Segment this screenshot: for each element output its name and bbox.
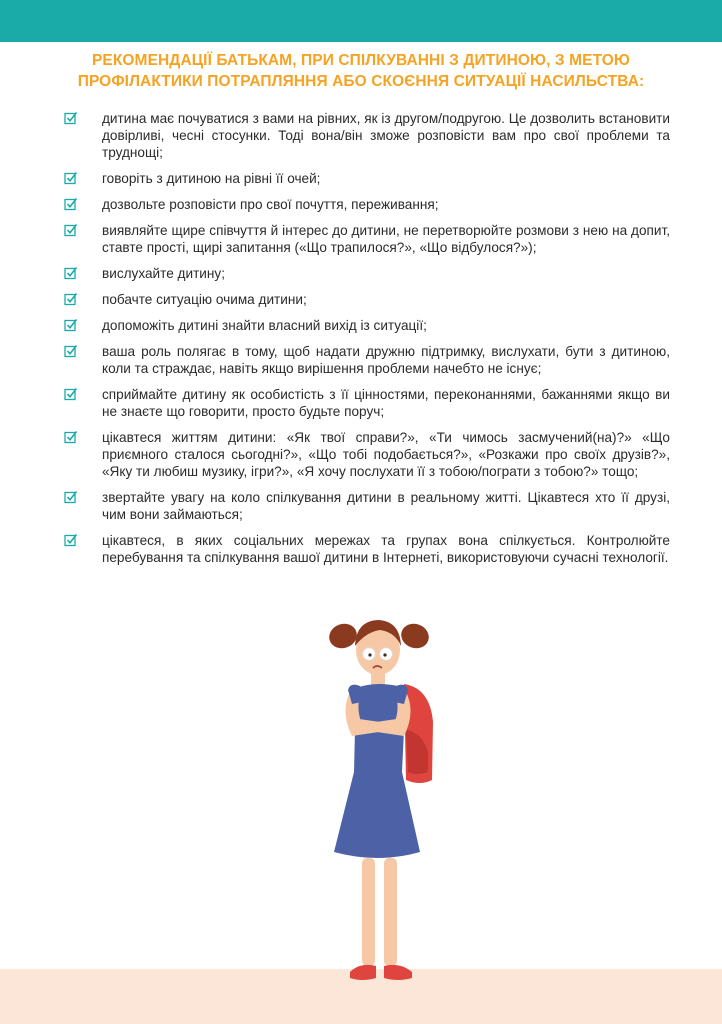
list-item-text: цікавтеся життям дитини: «Як твої справи?», «Ти чимось засмучений(на)?» «Що приємного сталося сьогодні?», «Що тобі подобається?», «Розкажи про своїх друзів?», «Яку ти любиш музику, ігри?», «Я хочу послухати її з тобою/пограти з тобою?» тощо;: [102, 430, 670, 479]
list-item: [64, 196, 670, 213]
list-item-text: дозвольте розповісти про свої почуття, переживання;: [102, 197, 439, 212]
checkbox-icon: [64, 533, 78, 547]
list-item: [64, 317, 670, 334]
checkbox-icon: [64, 387, 78, 401]
checkbox-icon: [64, 292, 78, 306]
list-item: [64, 386, 670, 420]
list-item: [64, 265, 670, 282]
page-title-line-1: РЕКОМЕНДАЦІЇ БАТЬКАМ, ПРИ СПІЛКУВАННІ З ДИТИНОЮ, З МЕТОЮ: [91, 52, 631, 69]
list-item: [64, 343, 670, 377]
checkbox-icon: [64, 344, 78, 358]
list-item: [64, 170, 670, 187]
list-item-text: вислухайте дитину;: [102, 266, 225, 281]
list-item: [64, 222, 670, 256]
recommendations-list: [64, 110, 670, 575]
checkbox-icon: [64, 197, 78, 211]
page-title-line-2: ПРОФІЛАКТИКИ ПОТРАПЛЯННЯ АБО СКОЄННЯ СИТУАЦІЇ НАСИЛЬСТВА:: [77, 73, 645, 90]
checkbox-icon: [64, 266, 78, 280]
checkbox-icon: [64, 171, 78, 185]
top-color-bar: [0, 0, 722, 42]
list-item: [64, 489, 670, 523]
list-item-text: говоріть з дитиною на рівні її очей;: [102, 171, 321, 186]
list-item: [64, 532, 670, 566]
list-item: [64, 110, 670, 161]
page-title: [60, 50, 662, 92]
list-item: [64, 291, 670, 308]
sad-girl-illustration: [320, 612, 450, 997]
list-item-text: побачте ситуацію очима дитини;: [102, 292, 307, 307]
list-item-text: звертайте увагу на коло спілкування дитини в реальному житті. Цікавтеся хто її друзі, чим вони займаються;: [102, 490, 670, 522]
list-item-text: сприймайте дитину як особистість з її цінностями, переконаннями, бажаннями якщо ви не знаєте що говорити, просто будьте поруч;: [102, 387, 670, 419]
checkbox-icon: [64, 111, 78, 125]
list-item-text: цікавтеся, в яких соціальних мережах та групах вона спілкується. Контролюйте перебування та спілкування вашої дитини в Інтернеті, використовуючи сучасні технології.: [102, 533, 670, 565]
list-item-text: дитина має почуватися з вами на рівних, як із другом/подругою. Це дозволить встановити довірливі, чесні стосунки. Тоді вона/він зможе розповісти вам про свої проблеми та труднощі;: [102, 111, 670, 160]
checkbox-icon: [64, 318, 78, 332]
checkbox-icon: [64, 490, 78, 504]
checkbox-icon: [64, 223, 78, 237]
checkbox-icon: [64, 430, 78, 444]
list-item-text: допоможіть дитині знайти власний вихід із ситуації;: [102, 318, 427, 333]
list-item: [64, 429, 670, 480]
list-item-text: виявляйте щире співчуття й інтерес до дитини, не перетворюйте розмови з нею на допит, ставте прості, щирі запитання («Що трапилося?», «Що відбулося?»);: [102, 223, 670, 255]
list-item-text: ваша роль полягає в тому, щоб надати дружню підтримку, вислухати, бути з дитиною, коли та страждає, навіть якщо вирішення проблеми начебто не існує;: [102, 344, 670, 376]
